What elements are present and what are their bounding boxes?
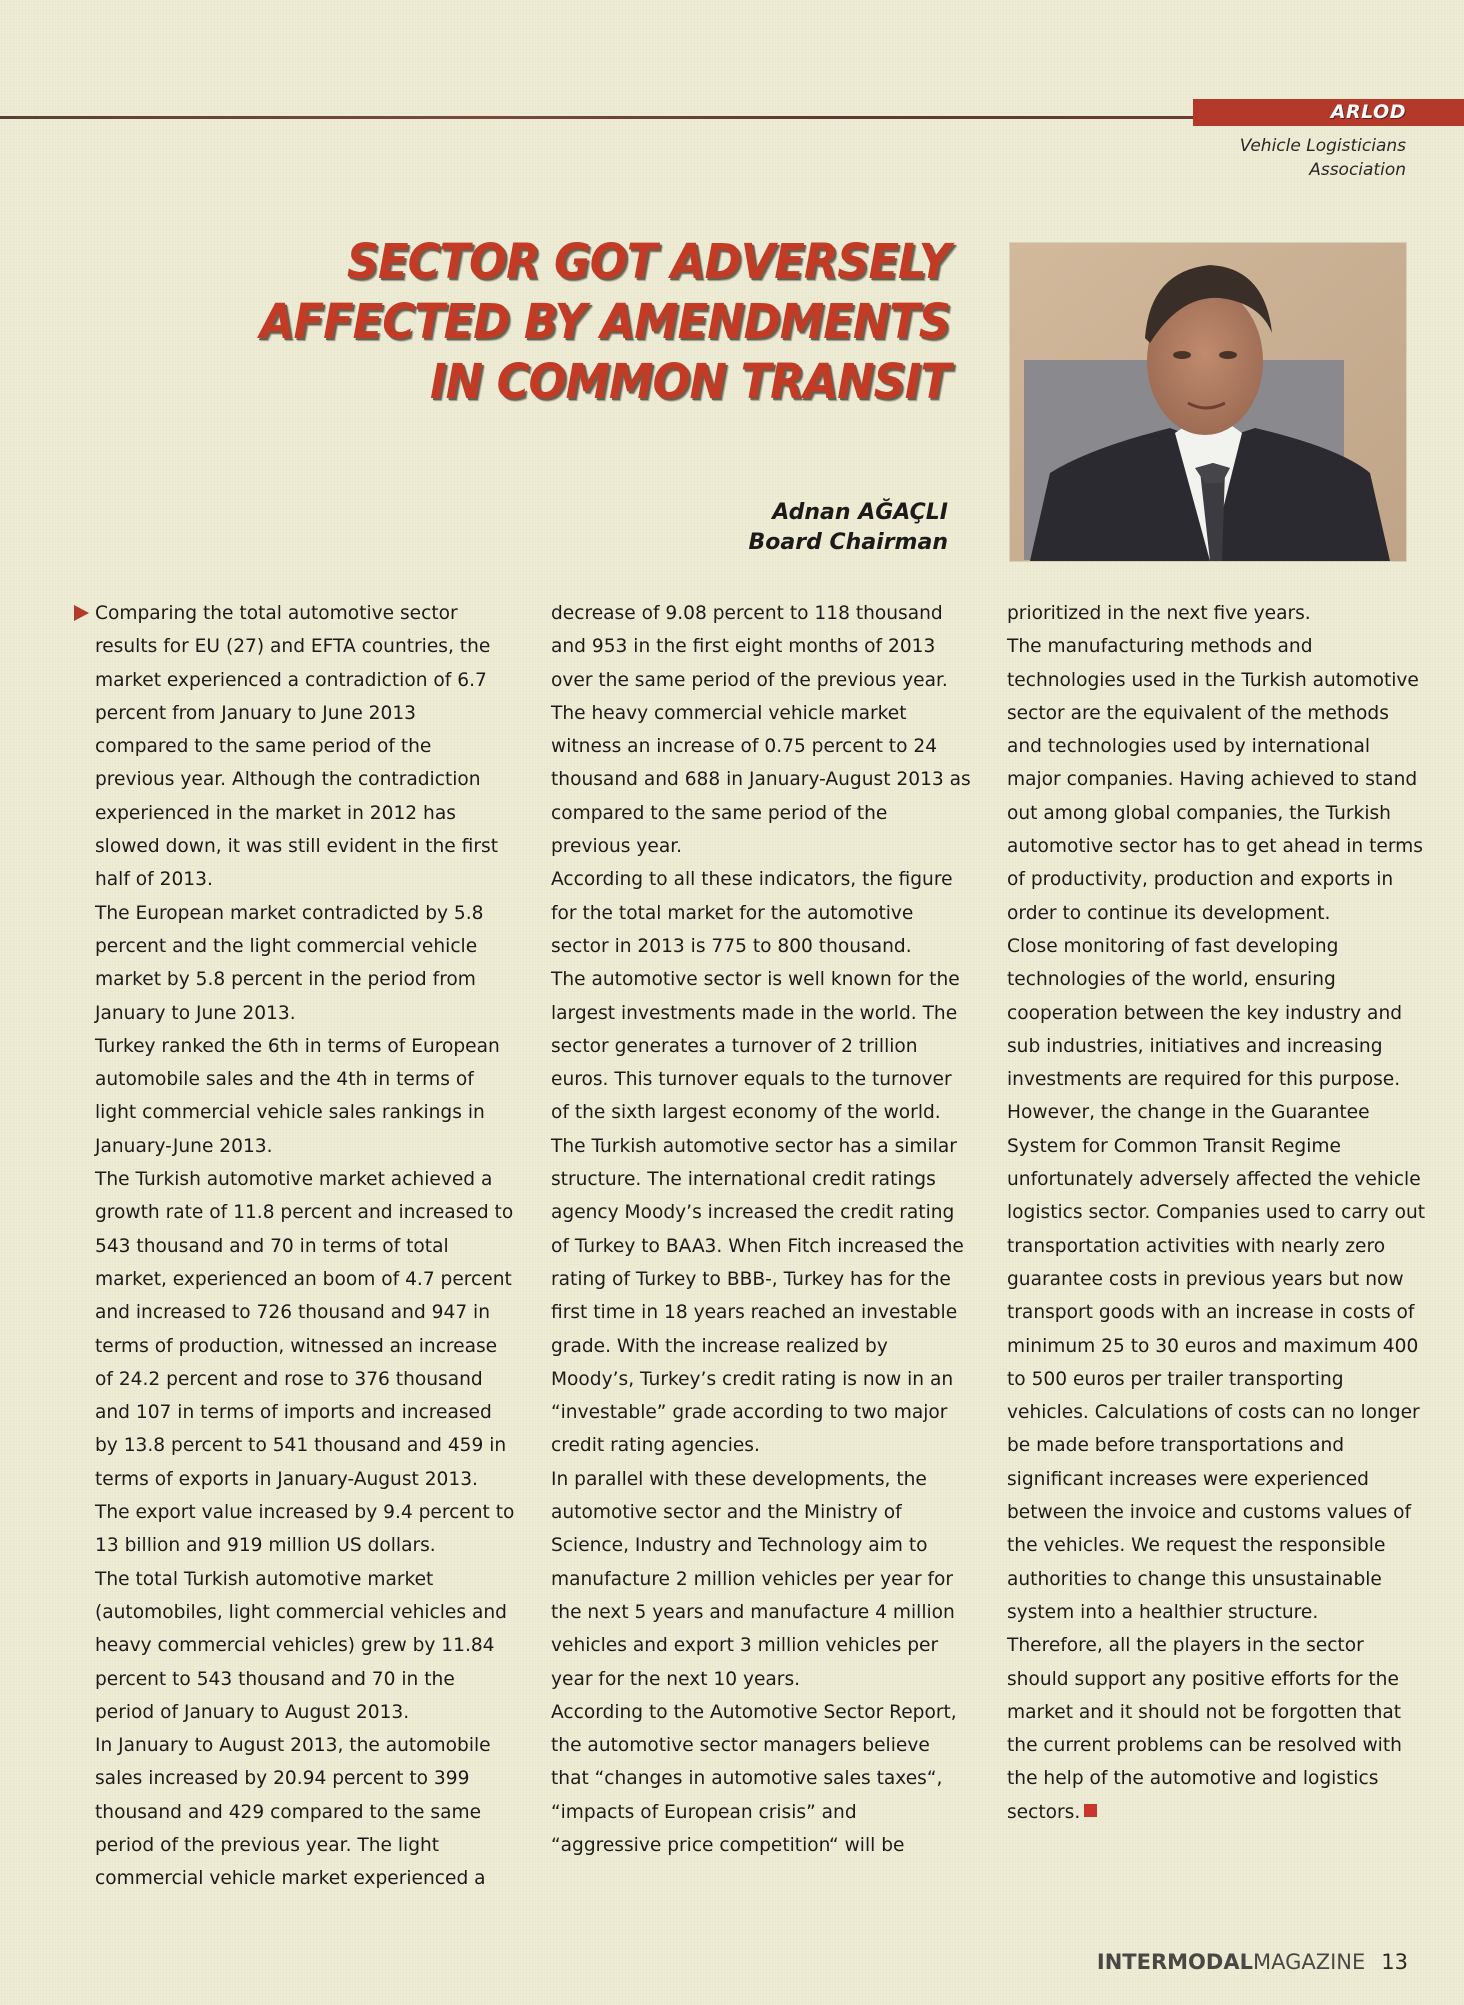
paragraph: The automotive sector is well known for the largest investments made in the world. The sector generates a turnover of 2 trillion euros. This turnover equals to the turnover of the sixth largest economy of the world. The Turkish automotive sector has a similar structure. The international credit ratings agency Moody’s increased the credit rating of Turkey to BAA3. When Fitch increased the rating of Turkey to BBB-, Turkey has for the first time in 18 years reached an investable grade. With the increase realized by Moody’s, Turkey’s credit rating is now in an “investable” grade according to two major credit rating agencies. (551, 969, 964, 1457)
paragraph: According to the Automotive Sector Report, the automotive sector managers believe that “changes in automotive sales taxes“, “impacts of European crisis” and “aggressive price competition“ will be (551, 1701, 957, 1856)
section-tab-label: ARLOD (1330, 101, 1406, 123)
header-rule (0, 116, 1200, 119)
article-column-3 (1007, 597, 1427, 1829)
article-column-1 (95, 597, 515, 1896)
triangle-right-icon (74, 605, 89, 621)
organization-line-2: Association (1309, 160, 1406, 180)
paragraph: The heavy commercial vehicle market witness an increase of 0.75 percent to 24 thousand and 688 in January-August 2013 as compared to the same period of the previous year. (551, 702, 971, 858)
organization-line-1: Vehicle Logisticians (1239, 136, 1406, 156)
paragraph: According to all these indicators, the figure for the total market for the automotive sector in 2013 is 775 to 800 thousand. (551, 869, 953, 957)
paragraph: Close monitoring of fast developing technologies of the world, ensuring cooperation between the key industry and sub industries, initiatives and increasing investments are required for this purpose. (1007, 935, 1403, 1091)
paragraph: However, the change in the Guarantee System for Common Transit Regime unfortunately adversely affected the vehicle logistics sector. Companies used to carry out transportation activities with nearly zero guarantee costs in previous years but now transport goods with an increase in costs of minimum 25 to 30 euros and maximum 400 to 500 euros per trailer transporting vehicles. Calculations of costs can no longer be made before transportations and significant increases were experienced between the invoice and customs values of the vehicles. We request the responsible authorities to change this unsustainable system into a healthier structure. (1007, 1102, 1426, 1623)
headline-line-3: IN COMMON TRANSIT (429, 354, 950, 410)
headline-line-2: AFFECTED BY AMENDMENTS (259, 294, 950, 350)
paragraph: The manufacturing methods and technologies used in the Turkish automotive sector are the equivalent of the methods and technologies used by international major companies. Having achieved to stand out among global companies, the Turkish automotive sector has to get ahead in terms of productivity, production and exports in order to continue its development. (1007, 636, 1423, 924)
byline (600, 498, 948, 558)
paragraph: The export value increased by 9.4 percent to 13 billion and 919 million US dollars. (95, 1502, 515, 1557)
paragraph: The European market contradicted by 5.8 percent and the light commercial vehicle market by 5.8 percent in the period from January to June 2013. (95, 902, 484, 1024)
portrait-image (1010, 243, 1406, 561)
paragraph-final-text: Therefore, all the players in the sector should support any positive efforts for the market and it should not be forgotten that the current problems can be resolved with the help of the automotive and logistics sectors. (1007, 1635, 1402, 1823)
paragraph: In January to August 2013, the automobile sales increased by 20.94 percent to 399 thousand and 429 compared to the same period of the previous year. The light commercial vehicle market experienced a (95, 1735, 491, 1890)
paragraph-final (1007, 1629, 1427, 1829)
square-end-icon (1084, 1804, 1097, 1817)
paragraph: The Turkish automotive market achieved a growth rate of 11.8 percent and increased to 543 thousand and 70 in terms of total market, experienced an boom of 4.7 percent and increased to 726 thousand and 947 in terms of production, witnessed an increase of 24.2 percent and rose to 376 thousand and 107 in terms of imports and increased by 13.8 percent to 541 thousand and 459 in terms of exports in January-August 2013. (95, 1169, 514, 1490)
paragraph: The total Turkish automotive market (automobiles, light commercial vehicles and heavy commercial vehicles) grew by 11.84 percent to 543 thousand and 70 in the period of January to August 2013. (95, 1568, 507, 1723)
article-column-2 (551, 597, 971, 1862)
author-name: Adnan AĞAÇLI (772, 500, 948, 525)
organization-name (1106, 134, 1406, 182)
author-title: Board Chairman (748, 530, 948, 555)
page-number: 13 (1381, 1950, 1408, 1974)
author-portrait (1009, 242, 1407, 562)
headline-line-1: SECTOR GOT ADVERSELY (346, 234, 950, 290)
paragraph: prioritized in the next five years. (1007, 603, 1311, 624)
paragraph: In parallel with these developments, the automotive sector and the Ministry of Science, Industry and Technology aim to manufacture 2 million vehicles per year for the next 5 years and manufacture 4 million vehicles and export 3 million vehicles per year for the next 10 years. (551, 1468, 955, 1690)
magazine-name-light: MAGAZINE (1252, 1950, 1366, 1974)
paragraph: Comparing the total automotive sector results for EU (27) and EFTA countries, the market experienced a contradiction of 6.7 percent from January to June 2013 compared to the same period of the previous year. Although the contradiction experienced in the market in 2012 has slowed down, it was still evident in the first half of 2013. (95, 603, 498, 891)
article-headline (206, 232, 950, 412)
section-tab (1193, 99, 1464, 126)
paragraph: decrease of 9.08 percent to 118 thousand and 953 in the first eight months of 2013 over the same period of the previous year. (551, 603, 948, 691)
page-footer (1097, 1950, 1408, 1974)
magazine-name-bold: INTERMODAL (1096, 1950, 1253, 1974)
paragraph: Turkey ranked the 6th in terms of European automobile sales and the 4th in terms of light commercial vehicle sales rankings in January-June 2013. (95, 1035, 500, 1157)
